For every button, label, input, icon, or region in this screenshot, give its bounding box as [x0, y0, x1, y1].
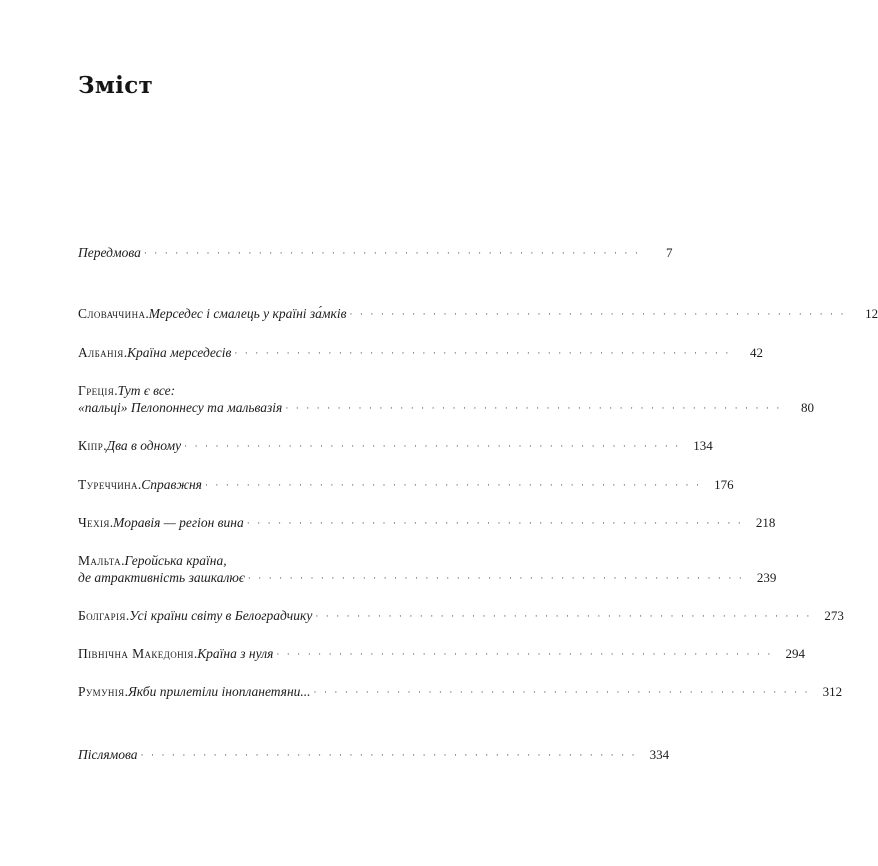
toc-entry-cyprus[interactable] [78, 437, 713, 456]
toc-entry-title-continued: «пальці» Пелопоннесу та мальвазія [78, 400, 283, 415]
toc-entry-afterword[interactable] [78, 746, 670, 765]
toc-entry-title: Моравія — регіон вина [113, 515, 244, 530]
page-number: 218 [755, 515, 776, 530]
toc-entry-romania[interactable] [78, 683, 843, 702]
country-name: Туреччина [78, 477, 138, 492]
leader-dots: · · · · · · · · · · · · · · · · · · · · · · · · · · · · · · · · · · · · · · · · · · · · · · · · [234, 348, 731, 358]
leader-dots: · · · · · · · · · · · · · · · · · · · · · · · · · · · · · · · · · · · · · · · · · · · · · · · · [247, 573, 745, 583]
toc-entry-title: Передмова [78, 245, 141, 260]
leader-dots: · · · · · · · · · · · · · · · · · · · · · · · · · · · · · · · · · · · · · · · · · · · · · · · · [140, 750, 638, 760]
leader-dots: · · · · · · · · · · · · · · · · · · · · · · · · · · · · · · · · · · · · · · · · · · · · · · · · [246, 518, 744, 528]
toc-entry-czechia[interactable] [78, 514, 776, 533]
page-number: 134 [693, 438, 713, 453]
toc-entry-turkey[interactable] [78, 476, 734, 495]
leader-dots: · · · · · · · · · · · · · · · · · · · · · · · · · · · · · · · · · · · · · · · · · · · · · · · · [315, 611, 812, 621]
country-name: Чехія [78, 515, 110, 530]
toc-entry-title: Мерседес і смалець у країні за́мків [148, 306, 347, 321]
separator: . [109, 515, 114, 530]
country-name: Румунія [78, 684, 125, 699]
toc-entry-slovakia[interactable] [78, 305, 878, 324]
leader-dots: · · · · · · · · · · · · · · · · · · · · · · · · · · · · · · · · · · · · · · · · · · · · · · · · [285, 403, 782, 413]
country-name: Словаччина [78, 306, 146, 321]
leader-dots: · · · · · · · · · · · · · · · · · · · · · · · · · · · · · · · · · · · · · · · · · · · · · · · · [349, 309, 847, 319]
page-number: 176 [714, 477, 734, 492]
page-number: 334 [649, 747, 670, 762]
country-name: Болгарія [78, 608, 126, 623]
page-number: 12 [865, 306, 878, 321]
separator: . [103, 438, 107, 453]
leader-dots: · · · · · · · · · · · · · · · · · · · · · · · · · · · · · · · · · · · · · · · · · · · · · · · · [313, 687, 811, 697]
separator: . [114, 383, 118, 398]
leader-dots: · · · · · · · · · · · · · · · · · · · · · · · · · · · · · · · · · · · · · · · · · · · · · · · · [184, 441, 681, 451]
separator: . [137, 477, 142, 492]
toc-entry-malta[interactable] [78, 552, 777, 588]
page-number: 239 [756, 570, 777, 585]
toc-entry-bulgaria[interactable] [78, 607, 844, 626]
separator: . [121, 553, 125, 568]
separator: . [193, 646, 198, 661]
page-number: 312 [822, 684, 843, 699]
toc-entry-title: Післямова [78, 747, 138, 762]
toc-entry-title: Країна з нуля [197, 646, 274, 661]
page-title: Зміст [78, 72, 154, 99]
country-name: Мальта [78, 553, 122, 568]
country-name: Північна Македонія [78, 646, 194, 661]
separator: . [123, 345, 128, 360]
page-number: 294 [785, 646, 805, 661]
page-number: 7 [665, 245, 673, 260]
leader-dots: · · · · · · · · · · · · · · · · · · · · · · · · · · · · · · · · · · · · · · · · · · · · · · · · [276, 649, 773, 659]
toc-entry-title: Два в одному [106, 438, 182, 453]
separator: . [124, 684, 128, 699]
toc-entry-title-continued: де атрактивність зашкалює [78, 570, 245, 585]
toc-entry-albania[interactable] [78, 344, 763, 363]
country-name: Кіпр [78, 438, 104, 453]
toc-entry-title: Геройська країна, [124, 553, 227, 568]
toc-entry-title: Усі країни світу в Белоградчику [129, 608, 313, 623]
toc-entry-title: Справжня [141, 477, 202, 492]
page-number: 273 [824, 608, 844, 623]
separator: . [125, 608, 130, 623]
toc-entry-title: Якби прилетіли інопланетяни... [127, 684, 311, 699]
page-number: 42 [749, 345, 763, 360]
country-name: Албанія [78, 345, 124, 360]
toc-entry-greece[interactable] [78, 382, 814, 418]
toc-entry-foreword[interactable] [78, 244, 673, 263]
separator: . [145, 306, 149, 321]
country-name: Греція [78, 383, 115, 398]
page-number: 80 [800, 400, 814, 415]
leader-dots: · · · · · · · · · · · · · · · · · · · · · · · · · · · · · · · · · · · · · · · · · · · · · · · · [204, 480, 702, 490]
toc-entry-title: Країна мерседесів [127, 345, 232, 360]
leader-dots: · · · · · · · · · · · · · · · · · · · · · · · · · · · · · · · · · · · · · · · · · · · · · · · · [143, 248, 641, 258]
toc-entry-north-macedonia[interactable] [78, 645, 805, 664]
toc-entry-title: Тут є все: [117, 383, 176, 398]
